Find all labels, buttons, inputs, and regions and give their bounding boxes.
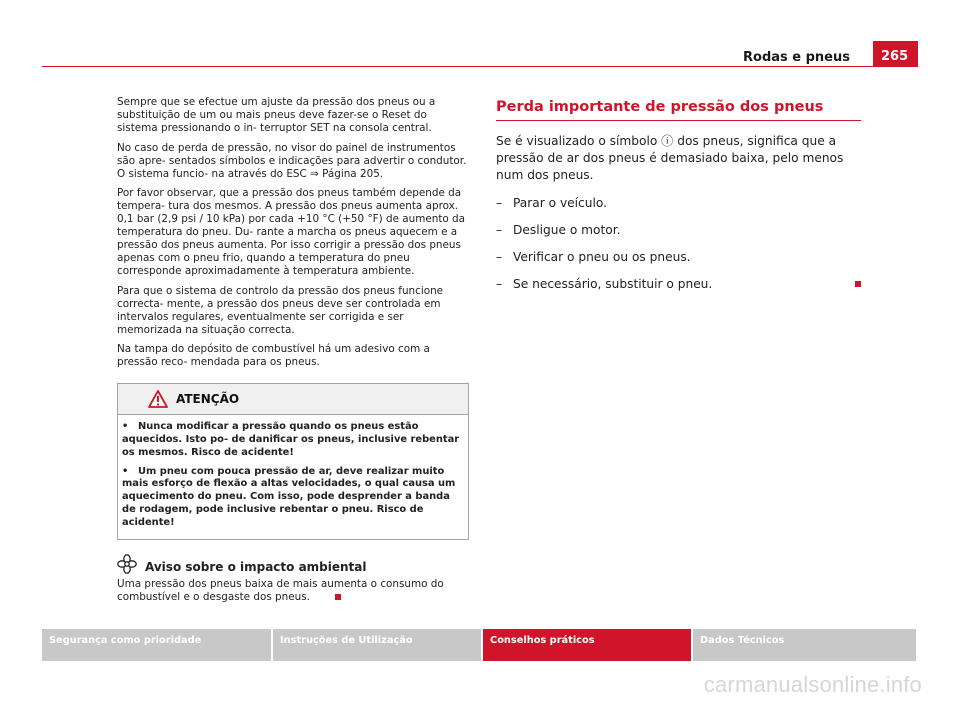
flower-environment-icon: [117, 554, 137, 574]
paragraph: Na tampa do depósito de combustível há um adesivo com a pressão reco- mendada para os pneus.: [117, 343, 430, 369]
warning-item: [122, 466, 462, 530]
warning-header: [118, 384, 468, 415]
dash: –: [496, 277, 503, 291]
list-item-text: Se necessário, substituir o pneu.: [513, 277, 713, 291]
watermark: carmanualsonline.info: [703, 672, 922, 697]
warning-item-text: Nunca modificar a pressão quando os pneus estão aquecidos. Isto po- de danificar os pneus, inclusive rebentar os mesmos. Risco de acidente!: [122, 421, 460, 458]
section-intro: Se é visualizado o símbolo ⓘ dos pneus, significa que a pressão de ar dos pneus é demasiado baixa, pelo menos num dos pneus.: [496, 134, 844, 182]
page-number-badge: 265: [873, 41, 918, 67]
list-item-text: Verificar o pneu ou os pneus.: [513, 250, 691, 264]
bullet: •: [122, 465, 129, 477]
tab-conselhos[interactable]: Conselhos práticos: [483, 629, 691, 661]
dash: –: [496, 196, 503, 210]
header-rule: [42, 66, 918, 67]
footer-tabs: [42, 629, 918, 661]
end-of-section-marker: [335, 594, 341, 600]
environment-text: [117, 578, 469, 604]
section-title: Perda importante de pressão dos pneus: [496, 99, 861, 121]
warning-item: [122, 421, 462, 459]
tab-instrucoes[interactable]: Instruções de Utilização: [273, 629, 481, 661]
dash: –: [496, 250, 503, 264]
paragraph: Sempre que se efectue um ajuste da pressão dos pneus ou a substituição de um ou mais pneus deve fazer-se o Reset do sistema pressionando o in- terruptor SET na consola central.: [117, 96, 436, 134]
list-item: [496, 249, 861, 266]
steps-list: [496, 195, 861, 293]
environment-heading: [117, 554, 469, 574]
dash: –: [496, 223, 503, 237]
paragraph: No caso de perda de pressão, no visor do painel de instrumentos são apre- sentados símbolos e indicações para advertir o condutor. O sistema funcio- na através do ESC ⇒ Página 205.: [117, 141, 467, 180]
warning-box: [117, 383, 469, 539]
right-column: [496, 99, 861, 303]
end-of-section-marker: [855, 281, 861, 287]
left-column: [117, 96, 469, 603]
paragraph: Para que o sistema de controlo da pressão dos pneus funcione correcta- mente, a pressão dos pneus deve ser controlada em intervalos regulares, eventualmente ser corrigida e ser memorizada na situação correcta.: [117, 284, 444, 336]
tab-dados[interactable]: Dados Técnicos: [693, 629, 916, 661]
list-item: [496, 222, 861, 239]
list-item-text: Desligue o motor.: [513, 223, 621, 237]
environment-text-body: Uma pressão dos pneus baixa de mais aumenta o consumo do combustível e o desgaste dos pneus.: [117, 577, 444, 603]
list-item: [496, 195, 861, 212]
list-item-text: Parar o veículo.: [513, 196, 607, 210]
environment-title: Aviso sobre o impacto ambiental: [145, 559, 367, 574]
tab-seguranca[interactable]: Segurança como prioridade: [42, 629, 271, 661]
bullet: •: [122, 421, 129, 433]
page-section-title: Rodas e pneus: [743, 50, 850, 65]
warning-item-text: Um pneu com pouca pressão de ar, deve realizar muito mais esforço de flexão a altas velocidades, o qual causa um aquecimento do pneu. Com isso, pode desprender a banda de rodagem, pode inclusive rebentar o pneu. Risco de acidente!: [122, 465, 456, 528]
warning-title: ATENÇÃO: [176, 391, 240, 406]
warning-body: [118, 415, 468, 538]
paragraph: Por favor observar, que a pressão dos pneus também depende da tempera- tura dos mesmos. A pressão dos pneus aumenta aprox. 0,1 bar (2,9 psi / 10 kPa) por cada +10 °C (+50 °F) de aumento da temperatura do pneu. Du- rante a marcha os pneus aquecem e a pressão dos pneus aumenta. Por isso corrigir a pressão dos pneus apenas com o pneu frio, quando a temperatura do pneu corresponde aproximadamente à temperatura ambiente.: [117, 187, 466, 277]
warning-triangle-icon: [148, 390, 168, 408]
list-item: [496, 276, 861, 293]
